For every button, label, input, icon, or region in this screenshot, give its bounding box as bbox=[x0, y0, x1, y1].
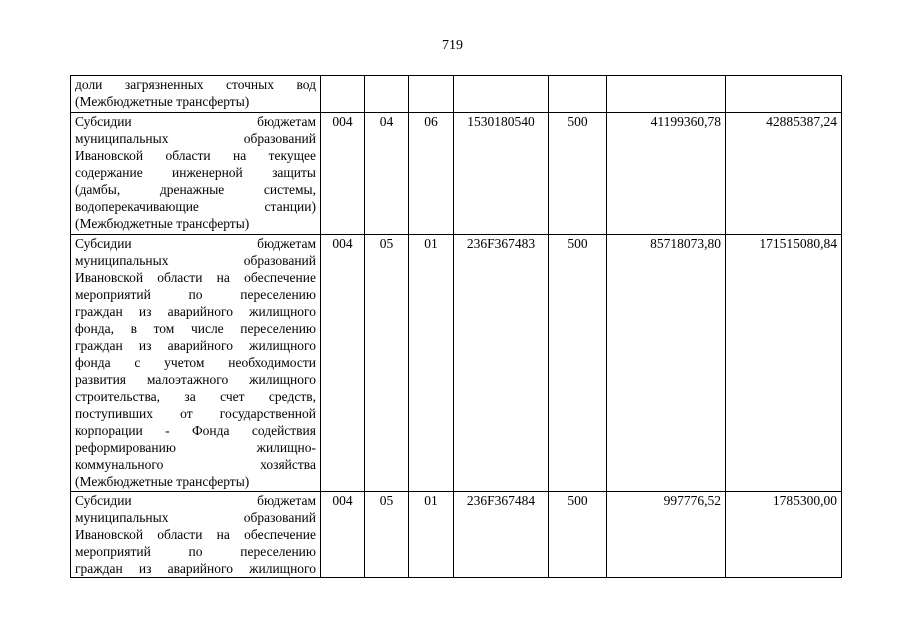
description-line: (дамбы, дренажные системы, bbox=[75, 182, 316, 197]
description-line: Субсидии бюджетам bbox=[75, 493, 316, 508]
cell-description bbox=[71, 76, 321, 113]
cell-section bbox=[365, 76, 409, 113]
budget-table bbox=[70, 75, 842, 578]
table-row bbox=[71, 235, 842, 492]
description-line: доли загрязненных сточных вод bbox=[75, 77, 316, 92]
description-line: граждан из аварийного жилищного bbox=[75, 338, 316, 353]
description-line: мероприятий по переселению bbox=[75, 544, 316, 559]
description-line: (Межбюджетные трансферты) bbox=[75, 94, 250, 109]
cell-expense-type: 500 bbox=[549, 113, 607, 235]
description-line: граждан из аварийного жилищного bbox=[75, 561, 316, 576]
description-line: (Межбюджетные трансферты) bbox=[75, 216, 250, 231]
cell-subsection: 01 bbox=[409, 492, 454, 578]
description-line: фонда с учетом необходимости bbox=[75, 355, 316, 370]
description-line: Ивановской области на текущее bbox=[75, 148, 316, 163]
description-line: мероприятий по переселению bbox=[75, 287, 316, 302]
table-row bbox=[71, 76, 842, 113]
cell-expense-type: 500 bbox=[549, 492, 607, 578]
description-line: муниципальных образований bbox=[75, 131, 316, 146]
cell-amount-2: 171515080,84 bbox=[726, 235, 842, 492]
description-line: содержание инженерной защиты bbox=[75, 165, 316, 180]
cell-expense-type bbox=[549, 76, 607, 113]
description-line: Субсидии бюджетам bbox=[75, 236, 316, 251]
cell-admin-code: 004 bbox=[321, 235, 365, 492]
cell-amount-1: 85718073,80 bbox=[607, 235, 726, 492]
description-line: поступивших от государственной bbox=[75, 406, 316, 421]
description-line: (Межбюджетные трансферты) bbox=[75, 474, 250, 489]
cell-target-code bbox=[454, 76, 549, 113]
description-line: корпорации - Фонда содействия bbox=[75, 423, 316, 438]
description-line: строительства, за счет средств, bbox=[75, 389, 316, 404]
table-row bbox=[71, 113, 842, 235]
cell-admin-code: 004 bbox=[321, 492, 365, 578]
description-line: водоперекачивающие станции) bbox=[75, 199, 316, 214]
description-line: граждан из аварийного жилищного bbox=[75, 304, 316, 319]
description-line: муниципальных образований bbox=[75, 510, 316, 525]
description-line: реформированию жилищно- bbox=[75, 440, 316, 455]
table-body bbox=[71, 76, 842, 578]
description-line: муниципальных образований bbox=[75, 253, 316, 268]
description-line: Ивановской области на обеспечение bbox=[75, 270, 316, 285]
cell-subsection: 01 bbox=[409, 235, 454, 492]
cell-section: 04 bbox=[365, 113, 409, 235]
cell-description bbox=[71, 492, 321, 578]
table-row bbox=[71, 492, 842, 578]
cell-subsection bbox=[409, 76, 454, 113]
cell-amount-2: 42885387,24 bbox=[726, 113, 842, 235]
page-number: 719 bbox=[442, 38, 463, 53]
description-line: коммунального хозяйства bbox=[75, 457, 316, 472]
cell-section: 05 bbox=[365, 235, 409, 492]
cell-expense-type: 500 bbox=[549, 235, 607, 492]
cell-amount-2 bbox=[726, 76, 842, 113]
cell-description bbox=[71, 113, 321, 235]
cell-target-code: 1530180540 bbox=[454, 113, 549, 235]
cell-description bbox=[71, 235, 321, 492]
cell-amount-1: 41199360,78 bbox=[607, 113, 726, 235]
cell-admin-code bbox=[321, 76, 365, 113]
cell-amount-2: 1785300,00 bbox=[726, 492, 842, 578]
description-line: Субсидии бюджетам bbox=[75, 114, 316, 129]
cell-target-code: 236F367484 bbox=[454, 492, 549, 578]
cell-subsection: 06 bbox=[409, 113, 454, 235]
cell-section: 05 bbox=[365, 492, 409, 578]
description-line: развития малоэтажного жилищного bbox=[75, 372, 316, 387]
description-line: Ивановской области на обеспечение bbox=[75, 527, 316, 542]
description-line: фонда, в том числе переселению bbox=[75, 321, 316, 336]
cell-amount-1 bbox=[607, 76, 726, 113]
cell-target-code: 236F367483 bbox=[454, 235, 549, 492]
cell-amount-1: 997776,52 bbox=[607, 492, 726, 578]
cell-admin-code: 004 bbox=[321, 113, 365, 235]
